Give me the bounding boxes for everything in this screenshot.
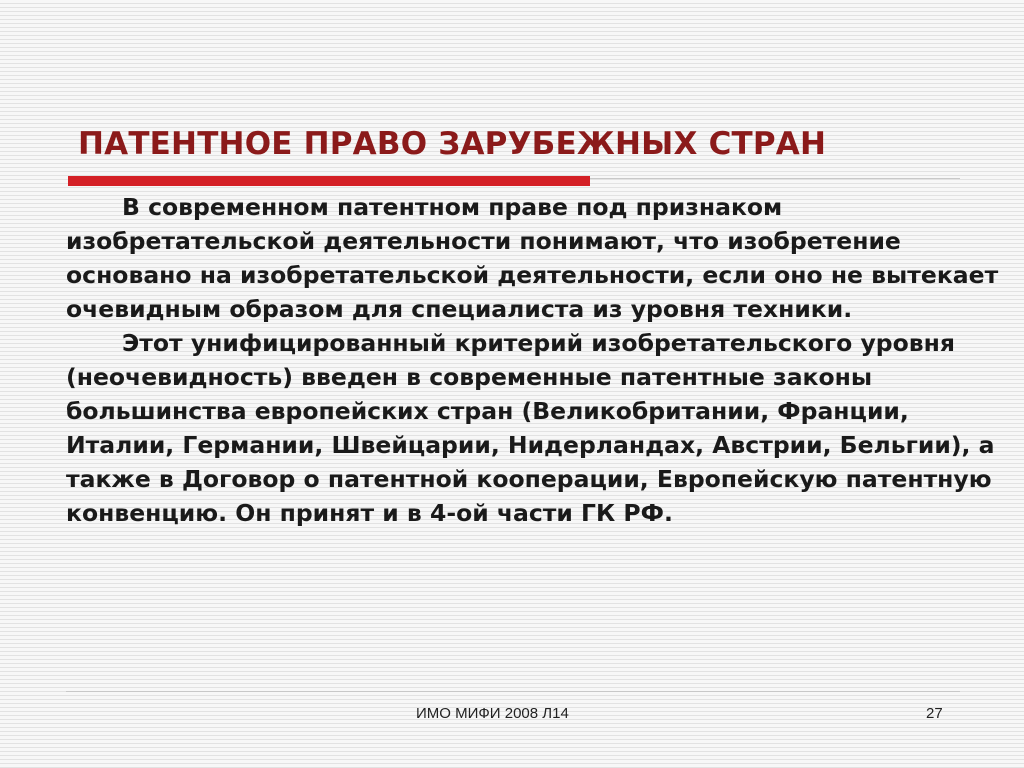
- body-paragraph-1: В современном патентном праве под признаком изобретательской деятельности понимают, что изобретение основано на изобретательской деятельности, если оно не вытекает очевидным образом для специалиста из уровня техники.: [66, 193, 999, 323]
- slide-body: [66, 190, 1016, 530]
- title-divider-line: [590, 178, 960, 179]
- page-number: 27: [926, 705, 943, 722]
- body-paragraph-2: Этот унифицированный критерий изобретательского уровня (неочевидность) введен в современные патентные законы большинства европейских стран (Великобритании, Франции, Италии, Германии, Швейцарии, Нидерландах, Австрии, Бельгии), а также в Договор о патентной кооперации, Европейскую патентную конвенцию. Он принят и в 4-ой части ГК РФ.: [66, 329, 995, 527]
- footer-text: ИМО МИФИ 2008 Л14: [416, 705, 569, 722]
- title-accent-bar: [68, 176, 590, 186]
- slide-title: ПАТЕНТНОЕ ПРАВО ЗАРУБЕЖНЫХ СТРАН: [78, 126, 827, 162]
- footer-divider-line: [66, 691, 960, 692]
